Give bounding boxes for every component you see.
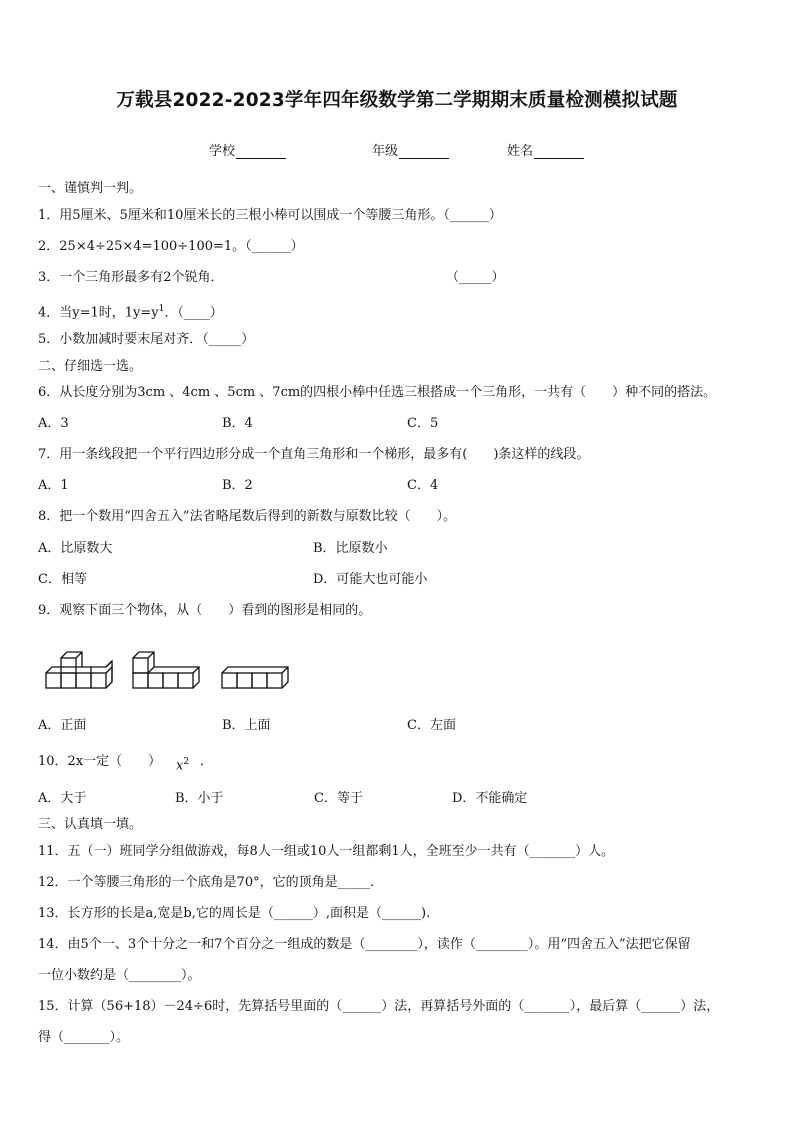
question-4-exponent: 1 [158,304,165,314]
question-8-option-c[interactable]: C．相等 [38,572,87,587]
question-7-option-b[interactable]: B．2 [222,478,253,493]
section-3-heading: 三、认真填一填。 [38,817,143,832]
question-12: 12．一个等腰三角形的一个底角是70°，它的顶角是_____. [38,875,375,890]
question-7-option-a[interactable]: A．1 [38,478,69,493]
question-9-option-c[interactable]: C．左面 [407,718,456,733]
figure-2-cubes [133,652,199,688]
question-8: 8．把一个数用“四舍五入”法省略尾数后得到的新数与原数比较（ ）。 [38,509,457,524]
question-7: 7．用一条线段把一个平行四边形分成一个直角三角形和一个梯形，最多有( )条这样的线段。 [38,447,590,462]
question-4 [38,301,223,321]
question-1: 1．用5厘米、5厘米和10厘米长的三根小棒可以围成一个等腰三角形。（______） [38,208,502,223]
question-4-blank[interactable]: ．（____） [164,305,223,321]
school-field[interactable] [209,140,286,159]
question-10-option-a[interactable]: A．大于 [38,791,87,806]
section-2-heading: 二、仔细选一选。 [38,359,143,374]
section-1-heading: 一、谨慎判一判。 [38,181,143,196]
question-7-option-c[interactable]: C．4 [407,478,439,493]
question-13: 13．长方形的长是a,宽是b,它的周长是（______）,面积是（______). [38,906,431,921]
name-label: 姓名 [507,144,534,159]
school-blank[interactable] [236,144,286,159]
question-10: 10．2x一定（ ） [38,754,162,769]
question-10-x-var: x [176,758,184,774]
question-8-option-d[interactable]: D．可能大也可能小 [313,572,428,587]
question-6-option-a[interactable]: A．3 [38,416,69,431]
grade-label: 年级 [372,144,399,159]
question-8-option-b[interactable]: B．比原数小 [313,541,388,556]
question-9: 9．观察下面三个物体，从（ ）看到的图形是相同的。 [38,603,372,618]
question-10-option-d[interactable]: D．不能确定 [452,791,528,806]
grade-blank[interactable] [399,144,449,159]
question-10-option-c[interactable]: C．等于 [314,791,363,806]
name-blank[interactable] [534,144,584,159]
info-fields [0,140,794,160]
school-label: 学校 [209,144,236,159]
question-3-blank[interactable]: （_____） [446,270,505,285]
grade-field[interactable] [372,140,449,159]
question-10-option-b[interactable]: B．小于 [175,791,224,806]
question-9-option-a[interactable]: A．正面 [38,718,87,733]
figure-1-cubes [46,652,112,688]
question-6-option-c[interactable]: C．5 [407,416,439,431]
question-6: 6．从长度分别为3cm 、4cm 、5cm 、7cm的四根小棒中任选三根搭成一个三角形，一共有（ ）种不同的搭法。 [38,385,717,400]
figure-3-cubes [222,667,288,688]
question-14-line-1: 14．由5个一、3个十分之一和7个百分之一组成的数是（________），读作（________）。用“四舍五入”法把它保留 [38,937,691,952]
question-10-exponent: 2 [183,757,190,767]
question-14-line-2: 一位小数约是（________）。 [38,968,201,983]
question-6-option-b[interactable]: B．4 [222,416,253,431]
question-11: 11．五（一）班同学分组做游戏，每8人一组或10人一组都剩1人，全班至少一共有（_______）人。 [38,844,615,859]
question-15-line-1: 15．计算（56+18）－24÷6时，先算括号里面的（______）法，再算括号外面的（_______），最后算（______）法， [38,999,720,1014]
question-5: 5．小数加减时要末尾对齐．（_____） [38,332,255,347]
question-8-option-a[interactable]: A．比原数大 [38,541,113,556]
page-title: 万载县2022-2023学年四年级数学第二学期期末质量检测模拟试题 [116,90,678,111]
question-4-text: 4．当y=1时，1y=y [38,305,159,321]
question-10-end: ． [200,754,214,769]
cube-figures [38,640,298,700]
question-15-line-2: 得（_______）。 [38,1030,130,1045]
question-2: 2．25×4÷25×4=100÷100=1。（______） [38,239,304,254]
name-field[interactable] [507,140,584,159]
question-9-option-b[interactable]: B．上面 [222,718,271,733]
question-10-x [176,757,189,773]
question-3: 3．一个三角形最多有2个锐角． [38,270,224,285]
